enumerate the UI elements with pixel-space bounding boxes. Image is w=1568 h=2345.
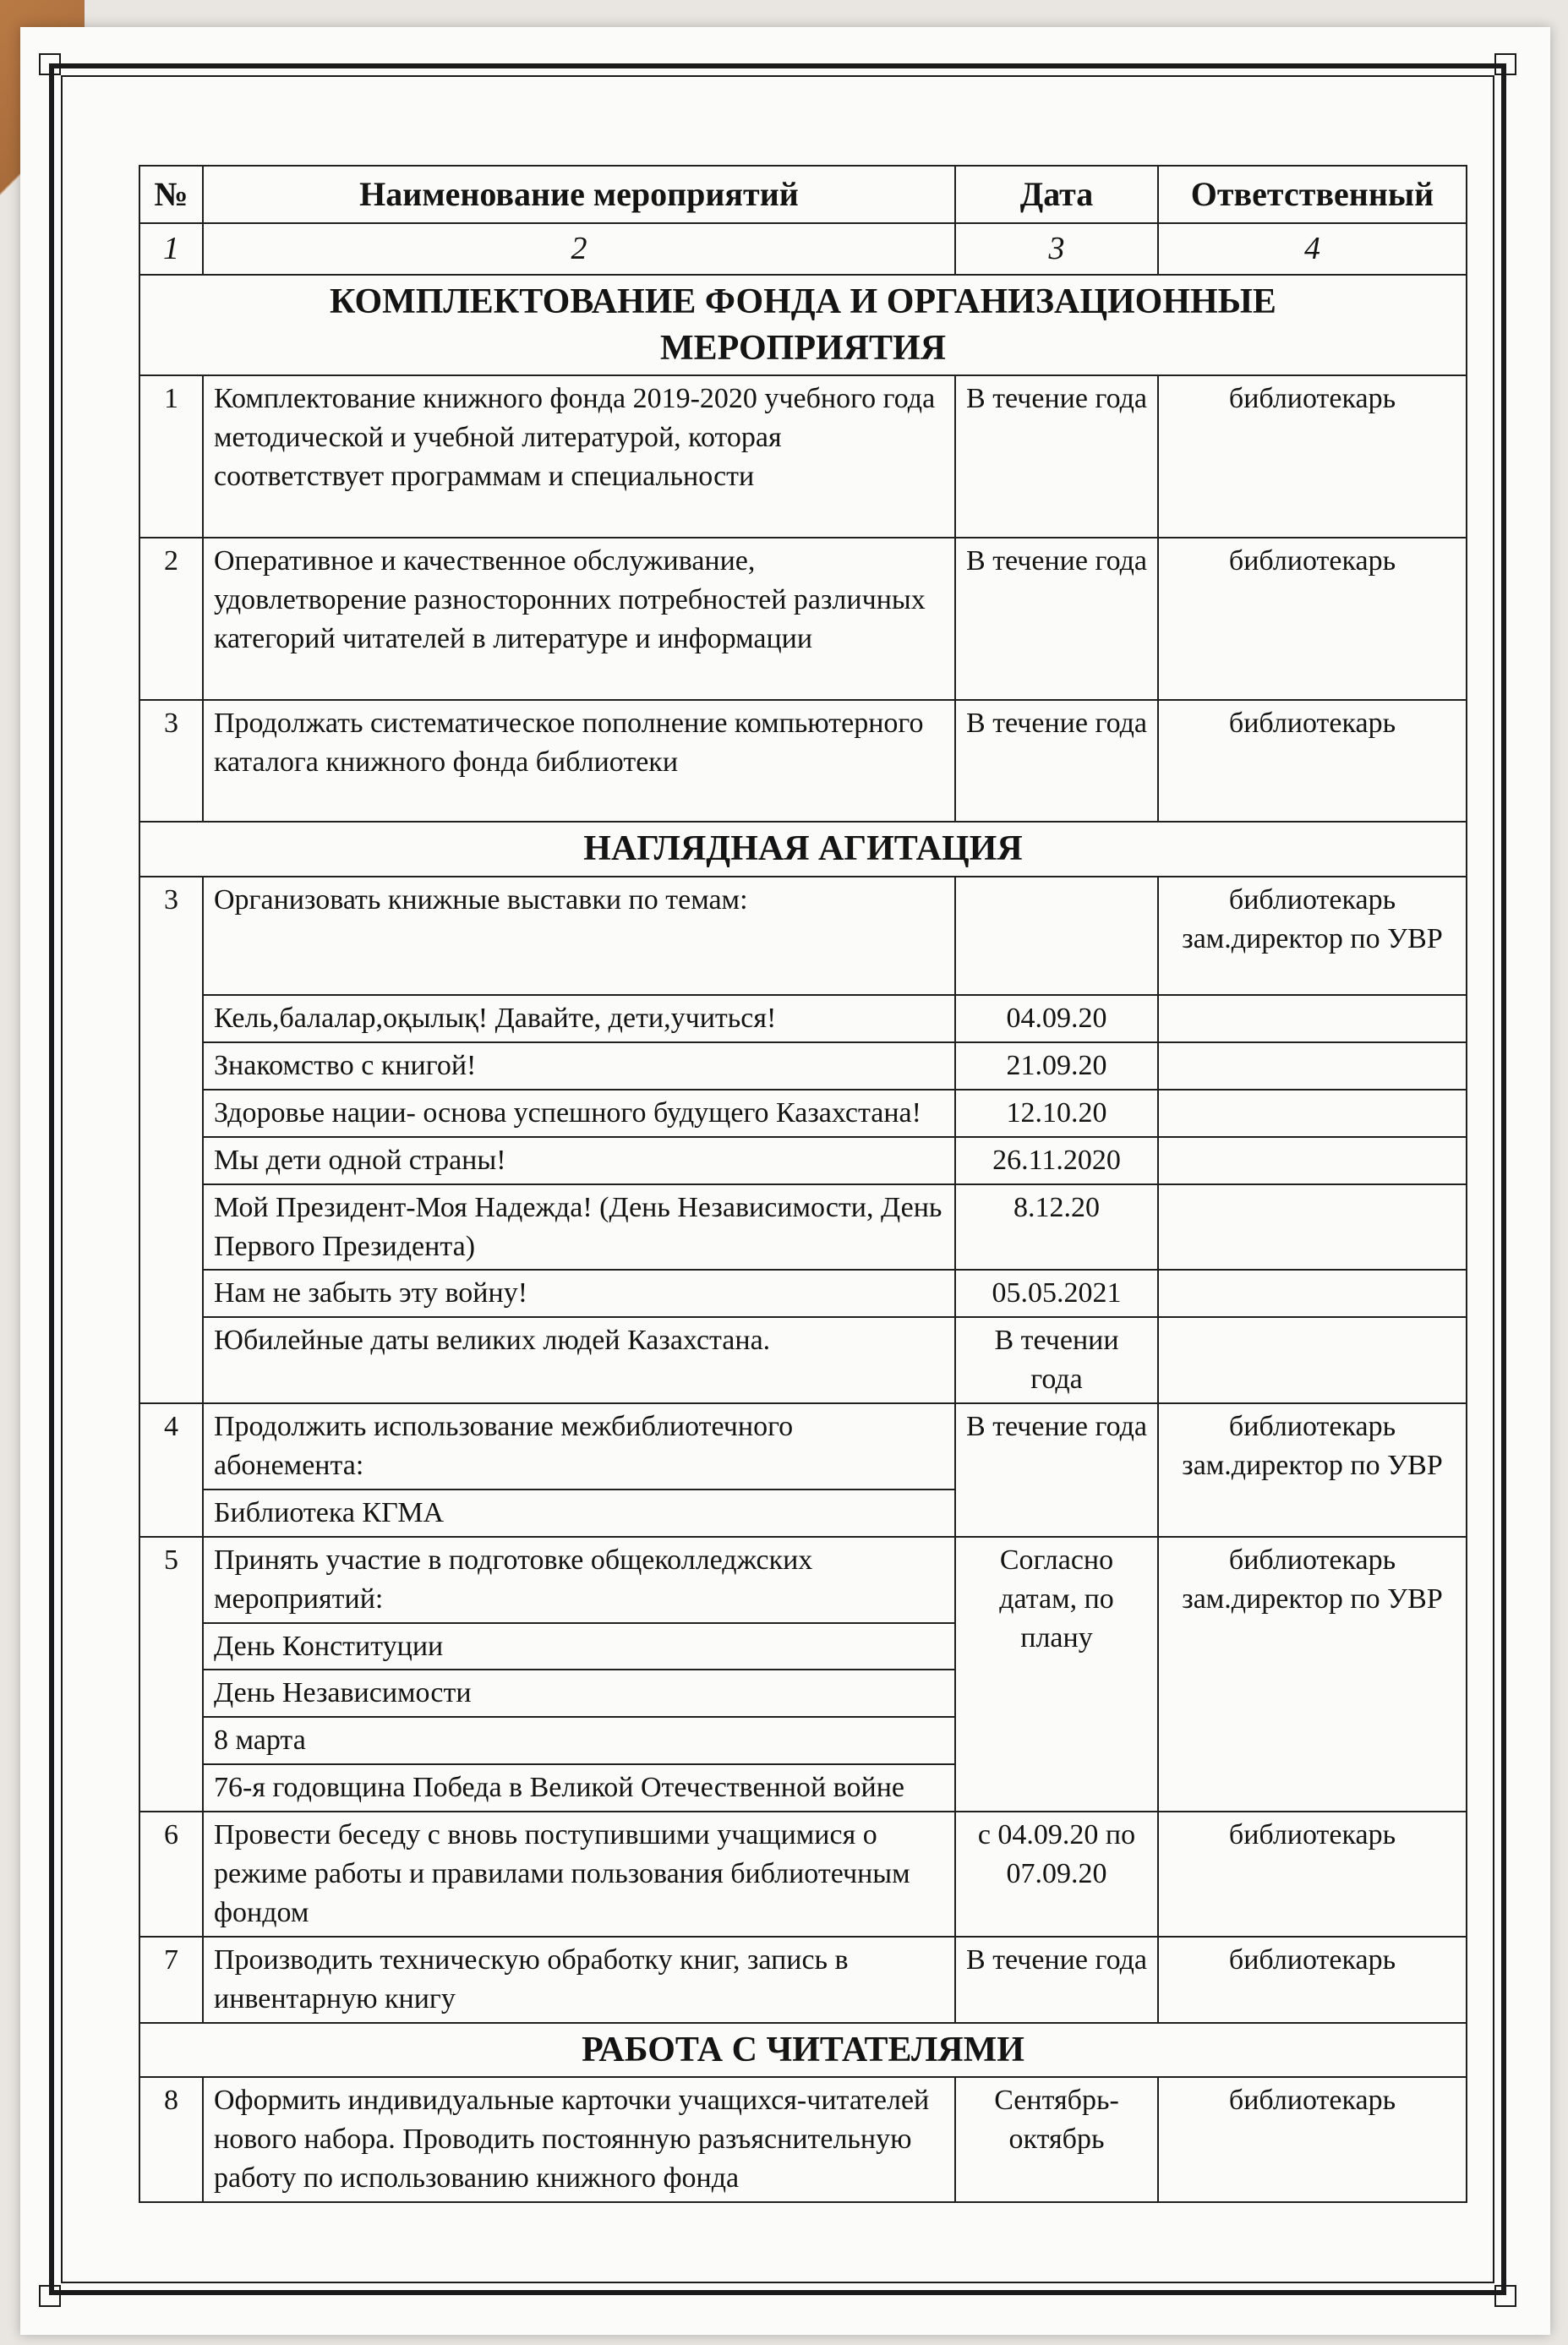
col-header-number: №	[139, 166, 203, 223]
column-index: 1	[139, 223, 203, 275]
frame-corner-ornament	[39, 2285, 61, 2307]
table-row	[139, 1937, 1467, 2023]
event-date: с 04.09.20 по 07.09.20	[955, 1812, 1158, 1937]
exhibition-row	[139, 1184, 1467, 1271]
event-responsible: библиотекарь	[1158, 2077, 1467, 2202]
exhibition-row	[139, 1042, 1467, 1090]
event-responsible: библиотекарь	[1158, 538, 1467, 700]
exhibition-date: 05.05.2021	[955, 1270, 1158, 1317]
column-index: 3	[955, 223, 1158, 275]
event-name: Производить техническую обработку книг, запись в инвентарную книгу	[203, 1937, 955, 2023]
exhibition-topic: Здоровье нации- основа успешного будущего Казахстана!	[203, 1090, 955, 1137]
event-date: Сентябрь-октябрь	[955, 2077, 1158, 2202]
exhibition-date: 04.09.20	[955, 995, 1158, 1042]
empty-cell	[1158, 1317, 1467, 1403]
exhibition-date: 21.09.20	[955, 1042, 1158, 1090]
event-date: В течение года	[955, 700, 1158, 822]
col-header-name: Наименование мероприятий	[203, 166, 955, 223]
event-name: Принять участие в подготовке общеколледжских мероприятий:	[203, 1537, 955, 1623]
event-name: Организовать книжные выставки по темам:	[203, 877, 955, 995]
event-responsible: библиотекарь	[1158, 700, 1467, 822]
event-date: В течение года	[955, 538, 1158, 700]
column-index: 2	[203, 223, 955, 275]
exhibition-row	[139, 1270, 1467, 1317]
empty-cell	[1158, 1090, 1467, 1137]
section-heading: КОМПЛЕКТОВАНИЕ ФОНДА И ОРГАНИЗАЦИОННЫЕ МЕРОПРИЯТИЯ	[139, 275, 1467, 375]
event-name: Комплектование книжного фонда 2019-2020 учебного года методической и учебной литературой, которая соответствует программам и специальности	[203, 375, 955, 538]
column-index: 4	[1158, 223, 1467, 275]
table-row	[139, 1537, 1467, 1623]
table-row	[139, 1403, 1467, 1490]
sub-item: 8 марта	[203, 1717, 955, 1764]
event-date: В течение года	[955, 1937, 1158, 2023]
event-name: Оперативное и качественное обслуживание, удовлетворение разносторонних потребностей различных категорий читателей в литературе и информации	[203, 538, 955, 700]
section-heading: РАБОТА С ЧИТАТЕЛЯМИ	[139, 2023, 1467, 2078]
exhibition-date: 26.11.2020	[955, 1137, 1158, 1184]
table-row	[139, 538, 1467, 700]
section-heading: НАГЛЯДНАЯ АГИТАЦИЯ	[139, 822, 1467, 877]
event-date: В течение года	[955, 375, 1158, 538]
column-index-row	[139, 223, 1467, 275]
exhibition-topic: Мы дети одной страны!	[203, 1137, 955, 1184]
event-name: Провести беседу с вновь поступившими учащимися о режиме работы и правилами пользования библиотечным фондом	[203, 1812, 955, 1937]
row-number: 2	[139, 538, 203, 700]
table-header-row	[139, 166, 1467, 223]
event-name: Продолжать систематическое пополнение компьютерного каталога книжного фонда библиотеки	[203, 700, 955, 822]
row-number: 6	[139, 1812, 203, 1937]
row-number: 7	[139, 1937, 203, 2023]
event-responsible: библиотекарь	[1158, 375, 1467, 538]
col-header-responsible: Ответственный	[1158, 166, 1467, 223]
event-responsible: библиотекарь	[1158, 1812, 1467, 1937]
event-responsible: библиотекарь зам.директор по УВР	[1158, 1403, 1467, 1537]
event-name: Оформить индивидуальные карточки учащихся-читателей нового набора. Проводить постоянную разъяснительную работу по использованию книжного фонда	[203, 2077, 955, 2202]
table-row	[139, 700, 1467, 822]
row-number: 3	[139, 700, 203, 822]
sub-item: 76-я годовщина Победа в Великой Отечественной войне	[203, 1764, 955, 1812]
row-number: 8	[139, 2077, 203, 2202]
frame-corner-ornament	[1494, 53, 1516, 75]
row-number: 4	[139, 1403, 203, 1537]
empty-cell	[1158, 995, 1467, 1042]
section-heading-row	[139, 822, 1467, 877]
table-row	[139, 877, 1467, 995]
exhibition-row	[139, 1137, 1467, 1184]
table-row	[139, 375, 1467, 538]
empty-cell	[1158, 1270, 1467, 1317]
frame-corner-ornament	[1494, 2285, 1516, 2307]
exhibition-topic: Кель,балалар,оқылық! Давайте, дети,учиться!	[203, 995, 955, 1042]
empty-cell	[1158, 1184, 1467, 1271]
exhibition-topic: Знакомство с книгой!	[203, 1042, 955, 1090]
section-heading-row	[139, 275, 1467, 375]
table-row	[139, 2077, 1467, 2202]
event-date: Согласно датам, по плану	[955, 1537, 1158, 1812]
exhibition-topic: Мой Президент-Моя Надежда! (День Независимости, День Первого Президента)	[203, 1184, 955, 1271]
exhibition-row	[139, 995, 1467, 1042]
exhibition-topic: Нам не забыть эту войну!	[203, 1270, 955, 1317]
event-responsible: библиотекарь зам.директор по УВР	[1158, 1537, 1467, 1812]
event-name: Продолжить использование межбиблиотечного абонемента:	[203, 1403, 955, 1490]
sub-item: День Конституции	[203, 1623, 955, 1670]
event-date: В течение года	[955, 1403, 1158, 1537]
sub-item: День Независимости	[203, 1670, 955, 1717]
row-number: 3	[139, 877, 203, 1403]
section-heading-row	[139, 2023, 1467, 2078]
frame-corner-ornament	[39, 53, 61, 75]
event-date	[955, 877, 1158, 995]
exhibition-date: 12.10.20	[955, 1090, 1158, 1137]
exhibition-row	[139, 1317, 1467, 1403]
event-responsible: библиотекарь зам.директор по УВР	[1158, 877, 1467, 995]
events-plan-table	[139, 165, 1467, 2203]
table-row	[139, 1812, 1467, 1937]
exhibition-date: В течении года	[955, 1317, 1158, 1403]
col-header-date: Дата	[955, 166, 1158, 223]
sub-item: Библиотека КГМА	[203, 1490, 955, 1537]
exhibition-date: 8.12.20	[955, 1184, 1158, 1271]
exhibition-topic: Юбилейные даты великих людей Казахстана.	[203, 1317, 955, 1403]
row-number: 1	[139, 375, 203, 538]
row-number: 5	[139, 1537, 203, 1812]
exhibition-row	[139, 1090, 1467, 1137]
empty-cell	[1158, 1042, 1467, 1090]
empty-cell	[1158, 1137, 1467, 1184]
event-responsible: библиотекарь	[1158, 1937, 1467, 2023]
